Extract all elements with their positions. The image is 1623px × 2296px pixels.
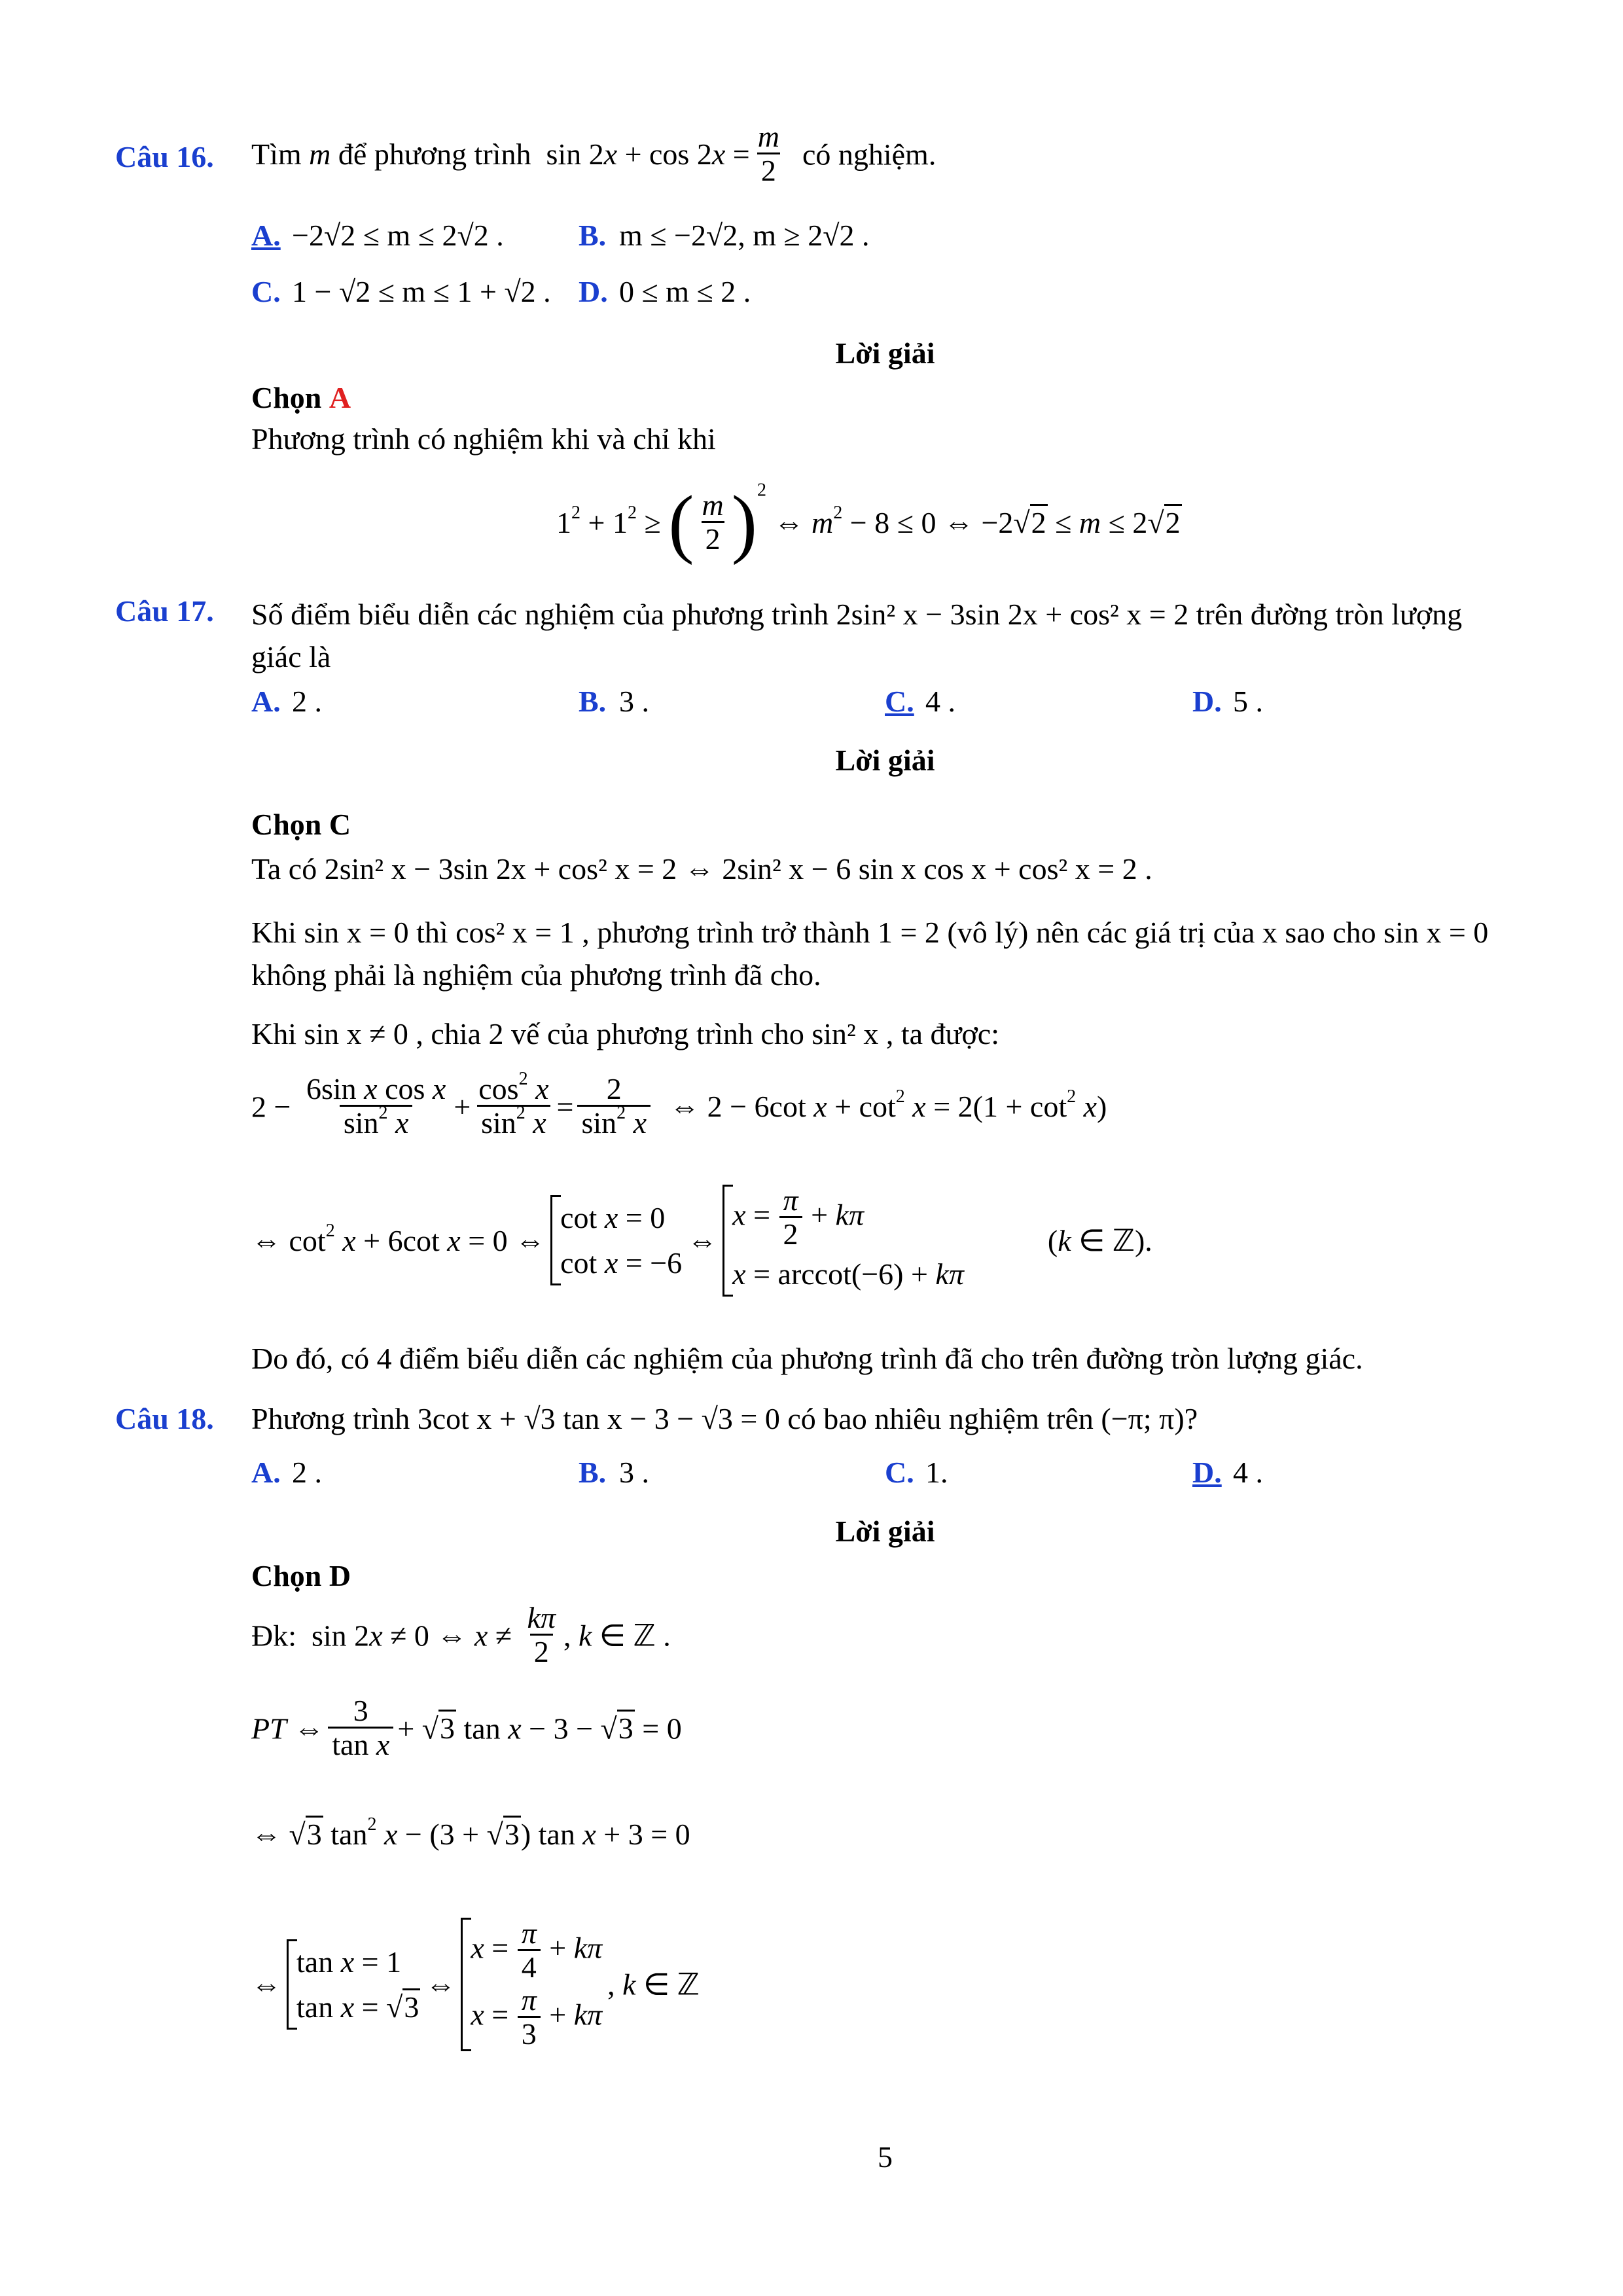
q18-solution-line-1: Đk: sin 2x ≠ 0 ⇔ x ≠ $\frac{k\pi}{2}$ , k ∈ ℤ .	[251, 1601, 671, 1669]
q18-option-b-letter: B.	[579, 1456, 607, 1489]
q16-choice-prefix: Chọn	[251, 381, 322, 414]
q16-choice	[251, 380, 351, 416]
question-16-stem: Tìm m để phương trình sin 2x + cos 2x = $\frac{m}{2}$ có nghiệm.	[251, 120, 936, 188]
q17-solution-eq-1: 2 − $\frac{\text{6sin x cos x}}{\sin^2 x}$ + $\frac{\cos^2 x}{\sin^2 x}$ = $\frac{2}{\sin^2 x}$ ⇔ 2 − 6cot $x + \cot^2 x = 2(1 + \cot^2 x)$	[251, 1069, 1107, 1140]
q18-option-c-text: 1.	[925, 1456, 948, 1489]
q17-choice-prefix: Chọn	[251, 808, 322, 841]
q16-solution-line-1: Phương trình có nghiệm khi và chỉ khi	[251, 422, 716, 456]
question-18-stem: Phương trình 3cot x + √3 tan x − 3 − √3 = 0 có bao nhiêu nghiệm trên (−π; π)?	[251, 1402, 1198, 1435]
q16-solution-heading: Lời giải	[835, 336, 935, 370]
q17-choice-letter: C	[329, 808, 351, 841]
q16-option-d-letter: D.	[579, 275, 608, 308]
question-17-stem: Số điểm biểu diễn các nghiệm của phương trình 2sin² x − 3sin 2x + cos² x = 2 trên đường tròn lượng giác là	[251, 598, 1463, 674]
q17-choice	[251, 806, 351, 842]
q18-option-c-letter: C.	[885, 1456, 914, 1489]
q17-solution-line-1: Ta có 2sin² x − 3sin 2x + cos² x = 2 ⇔ 2sin² x − 6 sin x cos x + cos² x = 2 .	[251, 852, 1152, 886]
q17-option-c-text: 4 .	[925, 685, 955, 718]
q16-option-a-text: −2√2 ≤ m ≤ 2√2 .	[292, 219, 504, 252]
q18-solution-eq-3: ⇔ tan x = 1 tan x = √3 ⇔ x = $\frac{\pi}{4}$ + kπ x = $\frac{\pi}{3}$ + kπ , k ∈ ℤ	[251, 1916, 700, 2051]
q18-choice-prefix: Chọn	[251, 1559, 322, 1592]
q16-option-c-text: 1 − √2 ≤ m ≤ 1 + √2 .	[292, 275, 551, 308]
q16-solution-eq-1: $1^2 + 1^2$ ≥ ( $\frac{m}{2}$ )$^2$ ⇔ $m^2 - 8 \le 0$ ⇔ −2√2 ≤ m ≤ 2√2	[556, 480, 1181, 565]
q17-option-b-letter: B.	[579, 685, 607, 718]
question-16-label: Câu 16.	[115, 140, 214, 173]
q17-option-a-text: 2 .	[292, 685, 322, 718]
q18-option-a-text: 2 .	[292, 1456, 322, 1489]
q17-solution-line-3: Khi sin x ≠ 0 , chia 2 vế của phương trình cho sin² x , ta được:	[251, 1017, 999, 1050]
q18-option-d-letter: D.	[1192, 1456, 1222, 1489]
q17-option-a-letter: A.	[251, 685, 281, 718]
q17-solution-line-2: Khi sin x = 0 thì cos² x = 1 , phương trình trở thành 1 = 2 (vô lý) nên các giá trị của x sao cho sin x = 0 không phải là nghiệm của phương trình đã cho.	[251, 916, 1489, 992]
q18-option-d-text: 4 .	[1233, 1456, 1263, 1489]
q18-choice	[251, 1558, 351, 1594]
q17-option-b-text: 3 .	[619, 685, 649, 718]
q17-option-d-letter: D.	[1192, 685, 1222, 718]
q18-solution-heading: Lời giải	[835, 1515, 935, 1548]
q16-option-a-letter: A.	[251, 219, 281, 252]
q18-option-b-text: 3 .	[619, 1456, 649, 1489]
question-17-label: Câu 17.	[115, 594, 214, 628]
q16-option-b-letter: B.	[579, 219, 607, 252]
q16-option-b-text: m ≤ −2√2, m ≥ 2√2 .	[619, 219, 870, 252]
q17-option-c-letter: C.	[885, 685, 914, 718]
q18-solution-eq-2: ⇔ √3 $\tan^2 x - (3 + √3)$ tan x + 3 = 0	[251, 1814, 690, 1851]
page-number: 5	[878, 2140, 893, 2174]
q17-option-d-text: 5 .	[1233, 685, 1263, 718]
q17-solution-heading: Lời giải	[835, 744, 935, 777]
q18-solution-eq-1: PT ⇔ $\frac{3}{\text{tan x}}$ + √3 tan x − 3 − √3 = 0	[251, 1694, 682, 1762]
q16-option-d-text: 0 ≤ m ≤ 2 .	[619, 275, 751, 308]
q17-conclusion: Do đó, có 4 điểm biểu diễn các nghiệm của phương trình đã cho trên đường tròn lượng giác.	[251, 1342, 1363, 1375]
q16-option-c-letter: C.	[251, 275, 281, 308]
question-18-label: Câu 18.	[115, 1402, 214, 1435]
q16-choice-letter: A	[329, 381, 351, 414]
q18-choice-letter: D	[329, 1559, 351, 1592]
q17-solution-eq-2: ⇔ $\cot^2 x + 6\cot$ x = 0 ⇔ cot x = 0 cot x = −6 ⇔ x = $\frac{\pi}{2}$ + kπ x = arccot(−6) + kπ (k ∈ ℤ).	[251, 1185, 1152, 1297]
q18-option-a-letter: A.	[251, 1456, 281, 1489]
q16-stem-formula	[251, 121, 252, 122]
